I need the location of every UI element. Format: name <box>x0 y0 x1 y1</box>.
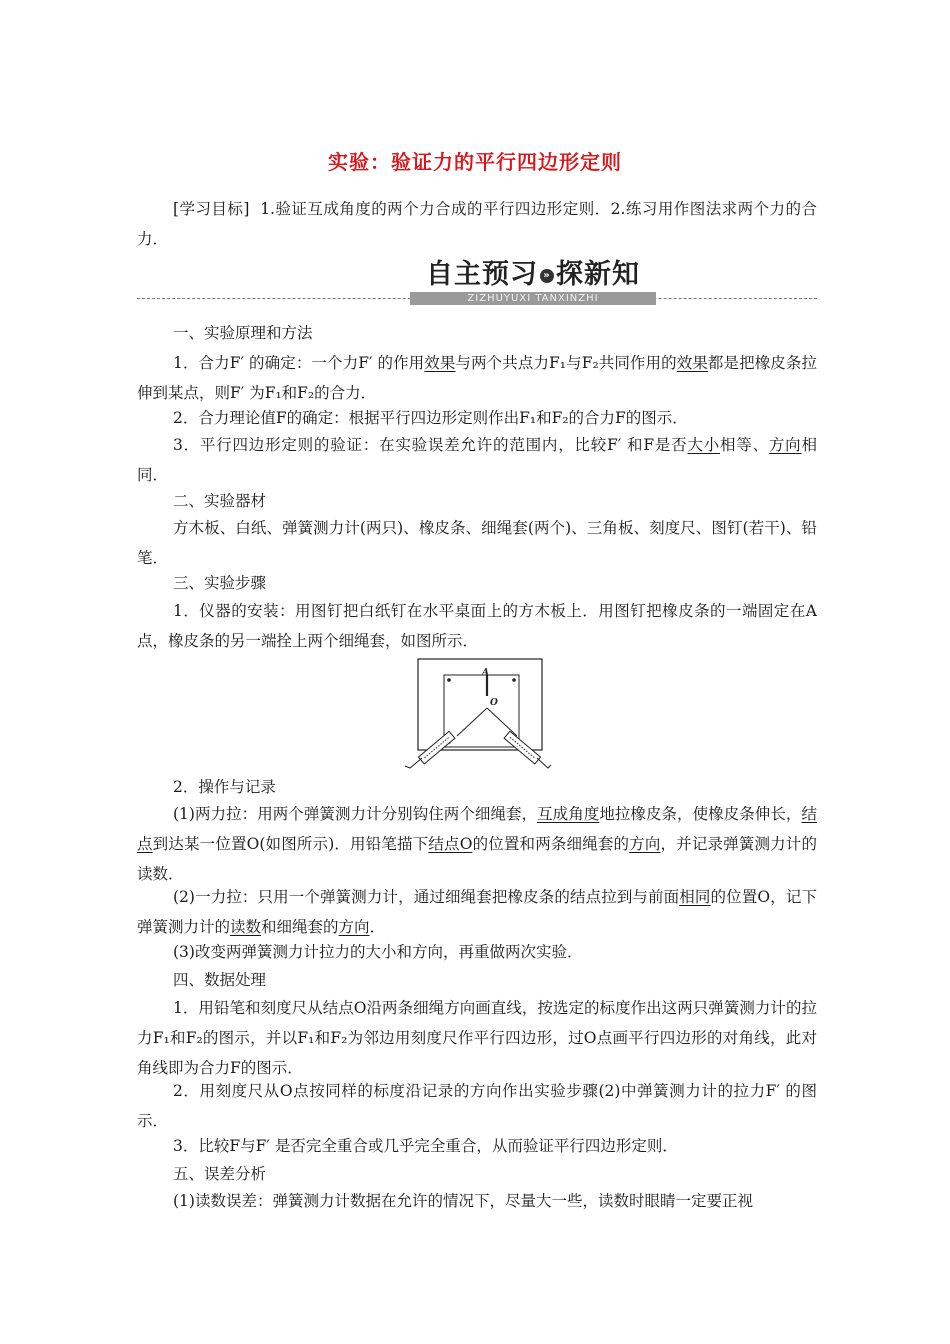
point-o-label: O <box>490 698 498 708</box>
underlined-term: 方向 <box>629 835 661 853</box>
banner-pinyin: ZIZHUYUXI TANXINZHI <box>410 292 656 305</box>
paragraph: (3)改变两弹簧测力计拉力的大小和方向，再重做两次实验． <box>173 943 583 961</box>
paragraph: (2)一力拉：只用一个弹簧测力计，通过细绳套把橡皮条的结点拉到与前面相同的位置O，记下弹簧测力计的读数和细绳套的方向． <box>137 888 817 936</box>
section-heading: 三、实验步骤 <box>173 574 267 592</box>
learning-objectives <box>137 194 817 254</box>
spring-scale-left <box>418 731 454 764</box>
underlined-term: 互成角度 <box>537 805 600 823</box>
paragraph: 1．仪器的安装：用图钉把白纸钉在水平桌面上的方木板上．用图钉把橡皮条的一端固定在A点，橡皮条的另一端拴上两个细绳套，如图所示． <box>137 602 817 650</box>
paragraph: 2．用刻度尺从O点按同样的标度沿记录的方向作出实验步骤(2)中弹簧测力计的拉力F′ 的图示． <box>137 1082 817 1130</box>
paragraph: 方木板、白纸、弹簧测力计(两只)、橡皮条、细绳套(两个)、三角板、刻度尺、图钉(若干)、铅笔． <box>137 519 817 567</box>
objectives-label: [学习目标] <box>173 200 250 218</box>
section-heading: 二、实验器材 <box>173 492 267 510</box>
paragraph: 1．合力F′ 的确定：一个力F′ 的作用效果与两个共点力F₁与F₂共同作用的效果都是把橡皮条拉伸到某点，则F′ 为F₁和F₂的合力． <box>137 354 817 402</box>
underlined-term: 效果 <box>676 354 708 372</box>
spring-scale-right <box>504 731 540 764</box>
section-heading: 一、实验原理和方法 <box>173 324 313 342</box>
section-heading: 四、数据处理 <box>173 971 267 989</box>
underlined-term: 效果 <box>424 354 456 372</box>
underlined-term: 读数 <box>230 918 262 936</box>
banner-right-text: 探新知 <box>556 259 640 290</box>
page-title: 实验：验证力的平行四边形定则 <box>328 150 622 174</box>
underlined-term: 结点O <box>428 835 473 853</box>
banner-left-text: 自主预习 <box>426 259 538 290</box>
paragraph: 2．合力理论值F的确定：根据平行四边形定则作出F₁和F₂的合力F的图示． <box>173 409 688 427</box>
chevron-right-icon: » <box>540 269 554 283</box>
section-banner <box>410 258 656 306</box>
experiment-apparatus-figure <box>402 658 552 773</box>
underlined-term: 结点 <box>137 805 817 853</box>
underlined-term: 方向 <box>768 436 802 454</box>
section-heading: 五、误差分析 <box>173 1165 267 1183</box>
paragraph: 3．比较F与F′ 是否完全重合或几乎完全重合，从而验证平行四边形定则． <box>173 1137 678 1155</box>
paragraph: (1)两力拉：用两个弹簧测力计分别钩住两个细绳套，互成角度地拉橡皮条，使橡皮条伸长，结点到达某一位置O(如图所示)．用铅笔描下结点O的位置和两条细绳套的方向，并记录弹簧测力计的读数． <box>137 805 817 883</box>
paragraph: 1．用铅笔和刻度尺从结点O沿两条细绳方向画直线，按选定的标度作出这两只弹簧测力计的拉力F₁和F₂的图示，并以F₁和F₂为邻边用刻度尺作平行四边形，过O点画平行四边形的对角线，此对角线即为合力F的图示． <box>137 999 817 1077</box>
paragraph: 3．平行四边形定则的验证：在实验误差允许的范围内，比较F′ 和F是否大小相等、方向相同． <box>137 436 817 484</box>
paragraph: (1)读数误差：弹簧测力计数据在允许的情况下，尽量大一些，读数时眼睛一定要正视 <box>173 1192 753 1210</box>
underlined-term: 相同 <box>679 888 711 906</box>
objectives-text: 1.验证互成角度的两个力合成的平行四边形定则．2.练习用作图法求两个力的合力． <box>137 200 817 248</box>
underlined-term: 大小 <box>687 436 721 454</box>
paragraph: 2．操作与记录 <box>173 778 276 796</box>
point-a-label: A <box>482 668 489 678</box>
underlined-term: 方向 <box>338 918 370 936</box>
